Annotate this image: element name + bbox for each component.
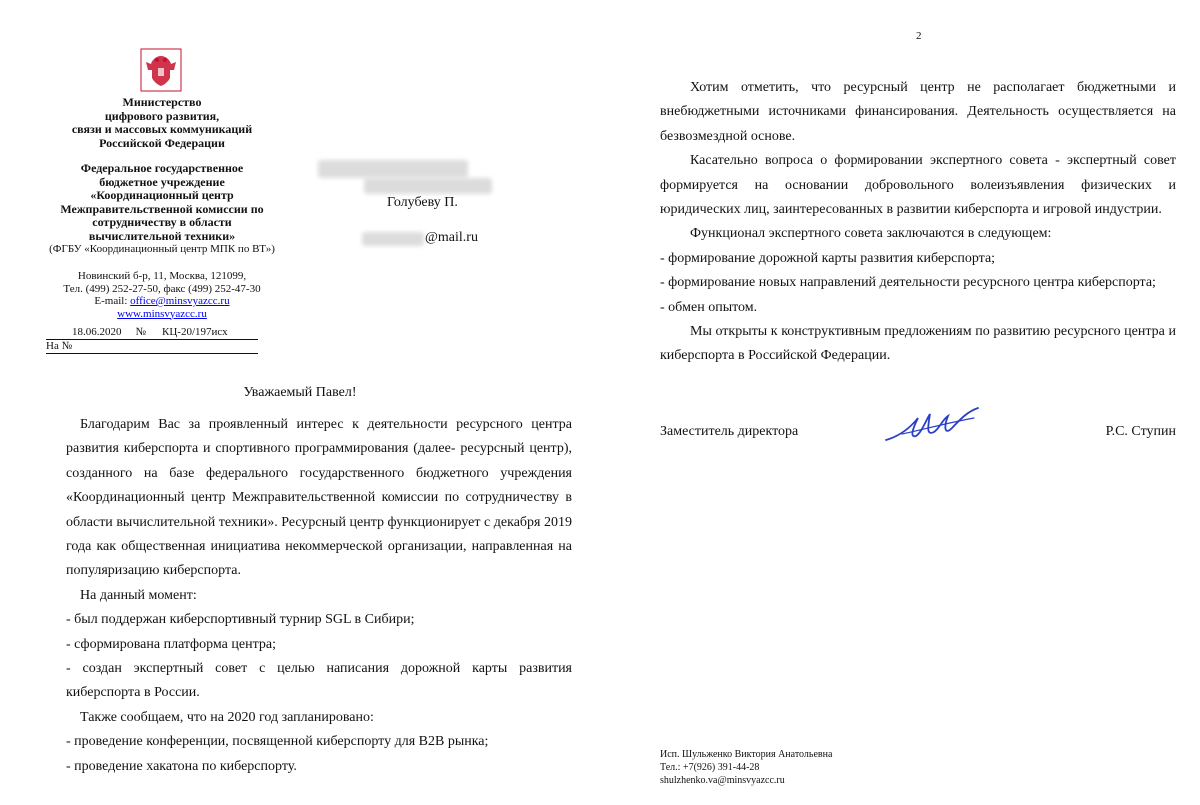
paragraph: Мы открыты к конструктивным предложениям по развитию ресурсного центра и киберспорта в Российской Федерации. (660, 324, 1176, 364)
registration-number: КЦ-20/197исх (162, 326, 228, 338)
signer-title: Заместитель директора (660, 424, 799, 439)
paragraph: Также сообщаем, что на 2020 год запланировано: (80, 709, 374, 725)
coat-of-arms-icon (140, 48, 182, 92)
address-block (28, 270, 296, 320)
list-item: - создан экспертный совет с целью написания дорожной карты развития киберспорта в России. (66, 661, 572, 701)
redacted-recipient-line-2 (364, 178, 492, 194)
organization-name: Федеральное государственное бюджетное учреждение «Координационный центр Межправительственной комиссии по сотрудничеству в области вычислительной техники» (60, 161, 264, 243)
list-item: - был поддержан киберспортивный турнир SGL в Сибири; (66, 612, 415, 628)
paragraph: Хотим отметить, что ресурсный центр не располагает бюджетными и внебюджетными источниками финансирования. Деятельность осуществляется на безвозмездной основе. (660, 80, 1176, 144)
redacted-email-user (362, 232, 424, 246)
list-item: - сформирована платформа центра; (66, 636, 276, 652)
handwritten-signature-icon (882, 406, 982, 446)
letter-body-continued (660, 76, 1176, 369)
page-2 (600, 0, 1200, 805)
list-item: - обмен опытом. (660, 299, 758, 315)
list-item: - проведение хакатона по киберспорту. (66, 758, 297, 774)
recipient-email: @mail.ru (425, 230, 478, 245)
paragraph: Касательно вопроса о формировании экспертного совета - экспертный совет формируется на основании добровольного волеизъявления физических и юридических лиц, заинтересованных в развитии киберспорта и игровой индустрии. (660, 153, 1176, 218)
letter-body (66, 413, 572, 779)
executor-info (660, 748, 832, 787)
address-line: Новинский б-р, 11, Москва, 121099, (77, 270, 247, 282)
outgoing-number-line: 18.06.2020 № КЦ-20/197исх (46, 326, 258, 340)
email-line: E-mail: office@minsvyazcc.ru (94, 295, 230, 307)
reference-line: На № (46, 340, 258, 354)
signer-name: Р.С. Ступин (1105, 424, 1176, 439)
page-number: 2 (916, 30, 922, 42)
list-item: - формирование новых направлений деятельности ресурсного центра киберспорта; (660, 275, 1156, 291)
letter-date: 18.06.2020 (72, 326, 122, 338)
email-link[interactable]: office@minsvyazcc.ru (130, 295, 230, 307)
redacted-recipient-line-1 (318, 160, 468, 178)
organization-short-name: (ФГБУ «Координационный центр МПК по ВТ») (49, 243, 275, 255)
ministry-name: Министерство цифрового развития, связи и массовых коммуникаций Российской Федерации (71, 95, 253, 150)
paragraph: Функционал экспертного совета заключаются в следующем: (690, 226, 1052, 242)
executor-phone: Тел.: +7(926) 391-44-28 (660, 762, 760, 773)
phone-line: Тел. (499) 252-27-50, факс (499) 252-47-30 (63, 282, 261, 295)
paragraph: Благодарим Вас за проявленный интерес к деятельности ресурсного центра развития киберспорта и спортивного программирования (далее- ресурсный центр), созданного на базе федерального государственного бюджетного учреждения «Координационный центр Межправительственной комиссии по сотрудничеству в области вычислительной техники». Ресурсный центр функционирует с декабря 2019 года как общественная инициатива некоммерческой организации, направленная на популяризацию киберспорта. (66, 417, 572, 579)
salutation: Уважаемый Павел! (243, 385, 357, 400)
paragraph: На данный момент: (80, 587, 197, 603)
list-item: - проведение конференции, посвященной киберспорту для B2B рынка; (66, 734, 489, 750)
list-item: - формирование дорожной карты развития киберспорта; (660, 250, 996, 266)
recipient-name: Голубеву П. (387, 195, 458, 210)
executor-email: shulzhenko.va@minsvyazcc.ru (660, 775, 785, 786)
executor-name: Исп. Шульженко Виктория Анатольевна (660, 749, 833, 760)
website-link[interactable]: www.minsvyazcc.ru (117, 307, 207, 320)
